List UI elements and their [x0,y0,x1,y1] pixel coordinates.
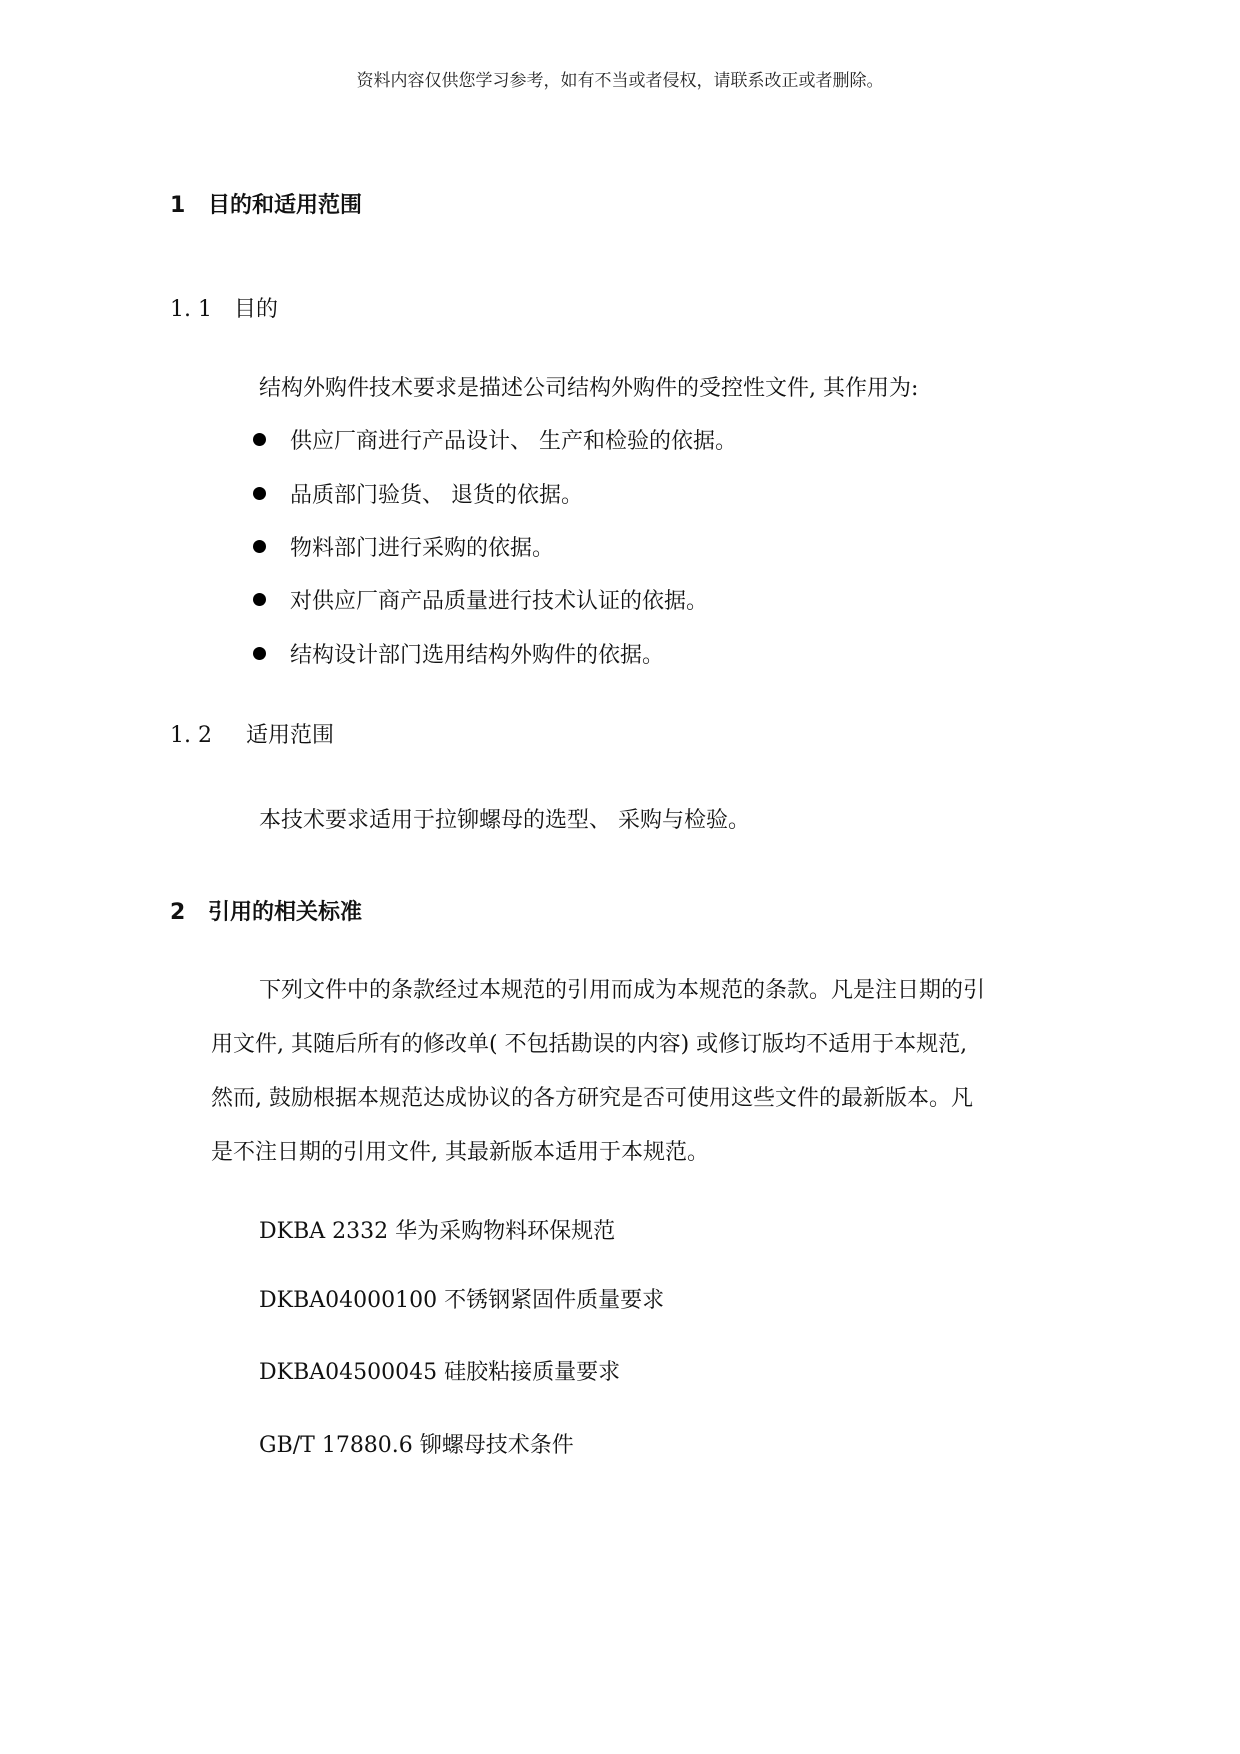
bullet-item [253,478,583,509]
bullet-icon [253,540,266,553]
paragraph-line: 用文件, 其随后所有的修改单( 不包括勘误的内容) 或修订版均不适用于本规范, [211,1032,968,1057]
bullet-item [253,638,664,669]
section-1-title: 目的和适用范围 [208,193,363,218]
reference-item: DKBA 2332 华为采购物料环保规范 [259,1219,616,1244]
scope-text: 本技术要求适用于拉铆螺母的选型、 采购与检验。 [259,808,750,833]
section-1-1-number: 1. 1 [170,297,212,322]
bullet-item [253,531,554,562]
reference-item: GB/T 17880.6 铆螺母技术条件 [259,1433,574,1458]
header-disclaimer: 资料内容仅供您学习参考，如有不当或者侵权，请联系改正或者删除。 [356,71,884,91]
reference-item: DKBA04500045 硅胶粘接质量要求 [259,1360,621,1385]
section-1-1-heading [170,292,278,323]
purpose-intro: 结构外购件技术要求是描述公司结构外购件的受控性文件, 其作用为: [259,376,919,401]
bullet-text: 品质部门验货、 退货的依据。 [290,483,583,508]
bullet-item [253,424,737,455]
section-2-heading [170,895,362,926]
reference-item: DKBA04000100 不锈钢紧固件质量要求 [259,1288,665,1313]
bullet-text: 结构设计部门选用结构外购件的依据。 [290,643,665,668]
section-1-number: 1 [170,193,186,218]
bullet-icon [253,433,266,446]
bullet-icon [253,593,266,606]
bullet-text: 供应厂商进行产品设计、 生产和检验的依据。 [290,429,737,454]
paragraph-line: 下列文件中的条款经过本规范的引用而成为本规范的条款。凡是注日期的引 [259,978,986,1003]
paragraph-line: 是不注日期的引用文件, 其最新版本适用于本规范。 [211,1140,709,1165]
section-1-2-title: 适用范围 [246,723,335,748]
bullet-text: 对供应厂商产品质量进行技术认证的依据。 [290,589,709,614]
section-1-1-title: 目的 [234,297,279,322]
section-1-2-heading [170,718,334,749]
section-2-title: 引用的相关标准 [208,900,363,925]
bullet-item [253,584,708,615]
standards-paragraph [211,964,1111,1180]
bullet-text: 物料部门进行采购的依据。 [290,536,555,561]
bullet-icon [253,487,266,500]
section-1-heading [170,188,362,219]
section-2-number: 2 [170,900,186,925]
paragraph-line: 然而, 鼓励根据本规范达成协议的各方研究是否可使用这些文件的最新版本。凡 [211,1086,973,1111]
bullet-icon [253,647,266,660]
section-1-2-number: 1. 2 [170,723,212,748]
